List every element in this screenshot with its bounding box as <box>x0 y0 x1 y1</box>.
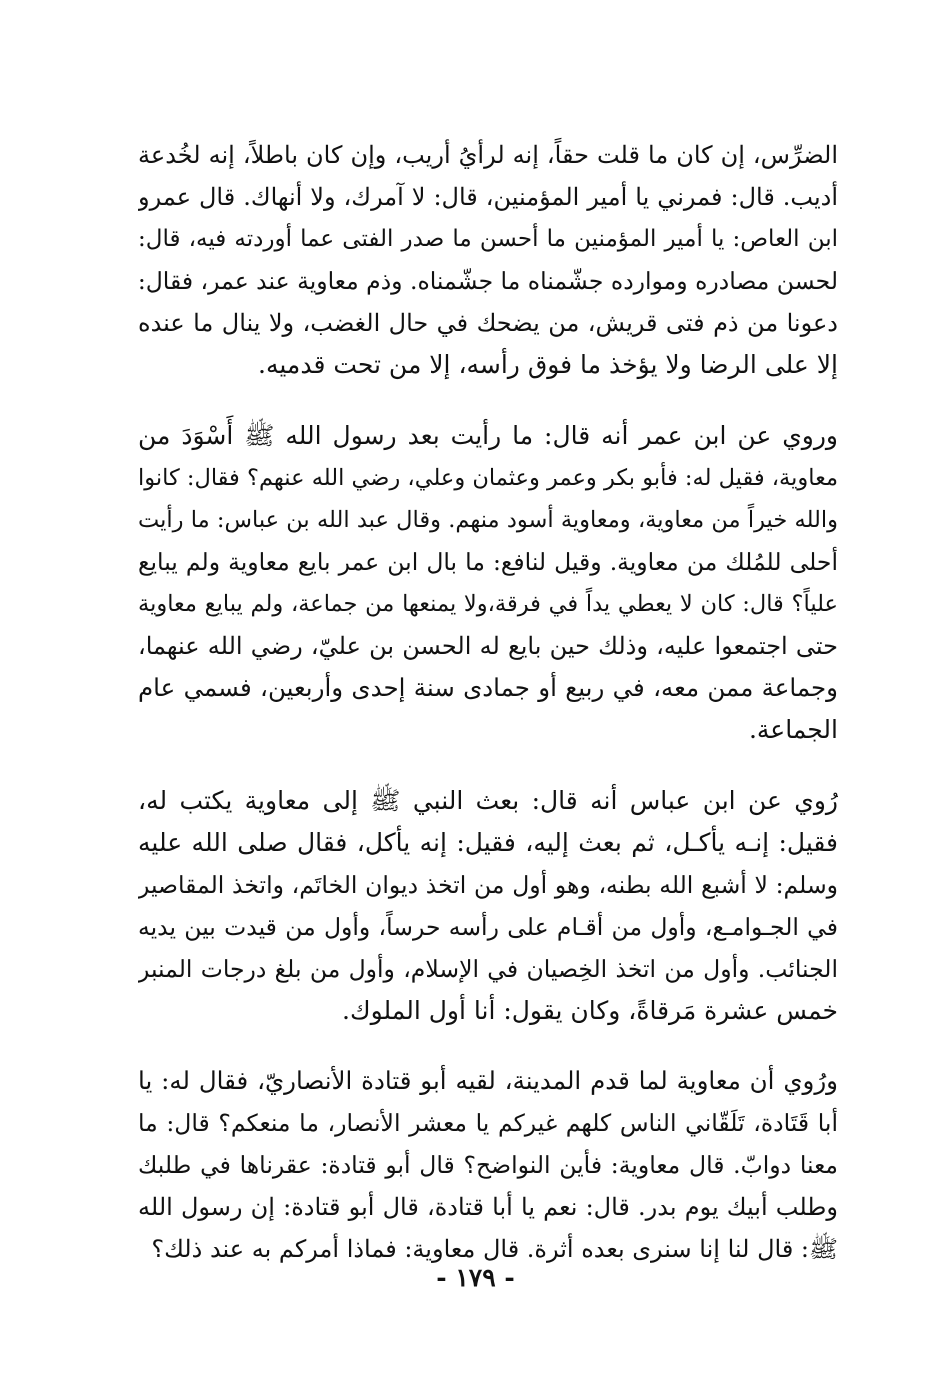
text-line: وسلم: لا أشبع الله بطنه، وهو أول من اتخذ ديوان الخاتَم، واتخذ المقاصير <box>138 871 838 899</box>
text-line: ورُوي أن معاوية لما قدم المدينة، لقيه أبو قتادة الأنصاريّ، فقال له: يا <box>138 1066 838 1095</box>
paragraph-3 <box>138 780 838 1032</box>
text-line: أحلى للمُلك من معاوية. وقيل لنافع: ما بال ابن عمر بايع معاوية ولم يبايع <box>138 548 838 576</box>
paragraph-4 <box>138 1060 838 1270</box>
text-line: لحسن مصادره وموارده جشّمناه ما جشّمناه. وذم معاوية عند عمر، فقال: <box>138 267 838 295</box>
text-line: دعونا من ذم فتى قريش، من يضحك في حال الغضب، ولا ينال ما عنده <box>138 309 838 337</box>
text-line: ﷺ: قال لنا إنا سنرى بعده أثرة. قال معاوية: فماذا أمركم به عند ذلك؟ <box>151 1235 838 1263</box>
text-line: والله خيراً من معاوية، ومعاوية أسود منهم. وقال عبد الله بن عباس: ما رأيت <box>138 507 838 533</box>
text-line: في الجـوامـع، وأول من أقـام على رأسه حرساً، وأول من قيدت بين يديه <box>138 913 838 941</box>
text-line: وروي عن ابن عمر أنه قال: ما رأيت بعد رسول الله ﷺ أَسْوَدَ من <box>138 421 838 450</box>
text-line: رُوي عن ابن عباس أنه قال: بعث النبي ﷺ إلى معاوية يكتب له، <box>138 786 838 815</box>
text-line: أديب. قال: فمرني يا أمير المؤمنين، قال: لا آمرك، ولا أنهاك. قال عمرو <box>138 183 838 211</box>
text-line: أبا قَتَادة، تَلَقّاني الناس كلهم غيركم يا معشر الأنصار، ما منعكم؟ قال: ما <box>138 1109 838 1137</box>
text-line: الجنائب. وأول من اتخذ الخِصيان في الإسلام، وأول من بلغ درجات المنبر <box>138 955 838 983</box>
text-line: ابن العاص: يا أمير المؤمنين ما أحسن ما صدر الفتى عما أوردته فيه، قال: <box>138 226 838 252</box>
text-line: الجماعة. <box>748 715 838 744</box>
text-line: حتى اجتمعوا عليه، وذلك حين بايع له الحسن بن عليّ، رضي الله عنهما، <box>138 632 838 660</box>
text-line: وطلب أبيك يوم بدر. قال: نعم يا أبا قتادة، قال أبو قتادة: إن رسول الله <box>138 1193 838 1221</box>
paragraph-1 <box>138 134 838 386</box>
text-line: فقيل: إنـه يأكـل، ثم بعث إليه، فقيل: إنه يأكل، فقال صلى الله عليه <box>138 828 838 857</box>
text-line: إلا على الرضا ولا يؤخذ ما فوق رأسه، إلا من تحت قدميه. <box>258 350 838 379</box>
page-number: - ١٧٩ - <box>436 1263 515 1292</box>
text-line: وجماعة ممن معه، في ربيع أو جمادى سنة إحدى وأربعين، فسمي عام <box>138 673 838 702</box>
text-line: علياً؟ قال: كان لا يعطي يداً في فرقة،ولا يمنعها من جماعة، ولم يبايع معاوية <box>138 591 838 617</box>
text-line: معنا دوابّ. قال معاوية: فأين النواضح؟ قال أبو قتادة: عقرناها في طلبك <box>138 1151 838 1179</box>
text-line: الضرِّس، إن كان ما قلت حقاً، إنه لرأيُ أريب، وإن كان باطلاً، إنه لخُدعة <box>138 141 838 169</box>
text-line: معاوية، فقيل له: فأبو بكر وعمر وعثمان وعلي، رضي الله عنهم؟ فقال: كانوا <box>138 465 838 491</box>
paragraph-2 <box>138 415 838 751</box>
text-line: خمس عشرة مَرقاةً، وكان يقول: أنا أول الملوك. <box>342 996 838 1025</box>
